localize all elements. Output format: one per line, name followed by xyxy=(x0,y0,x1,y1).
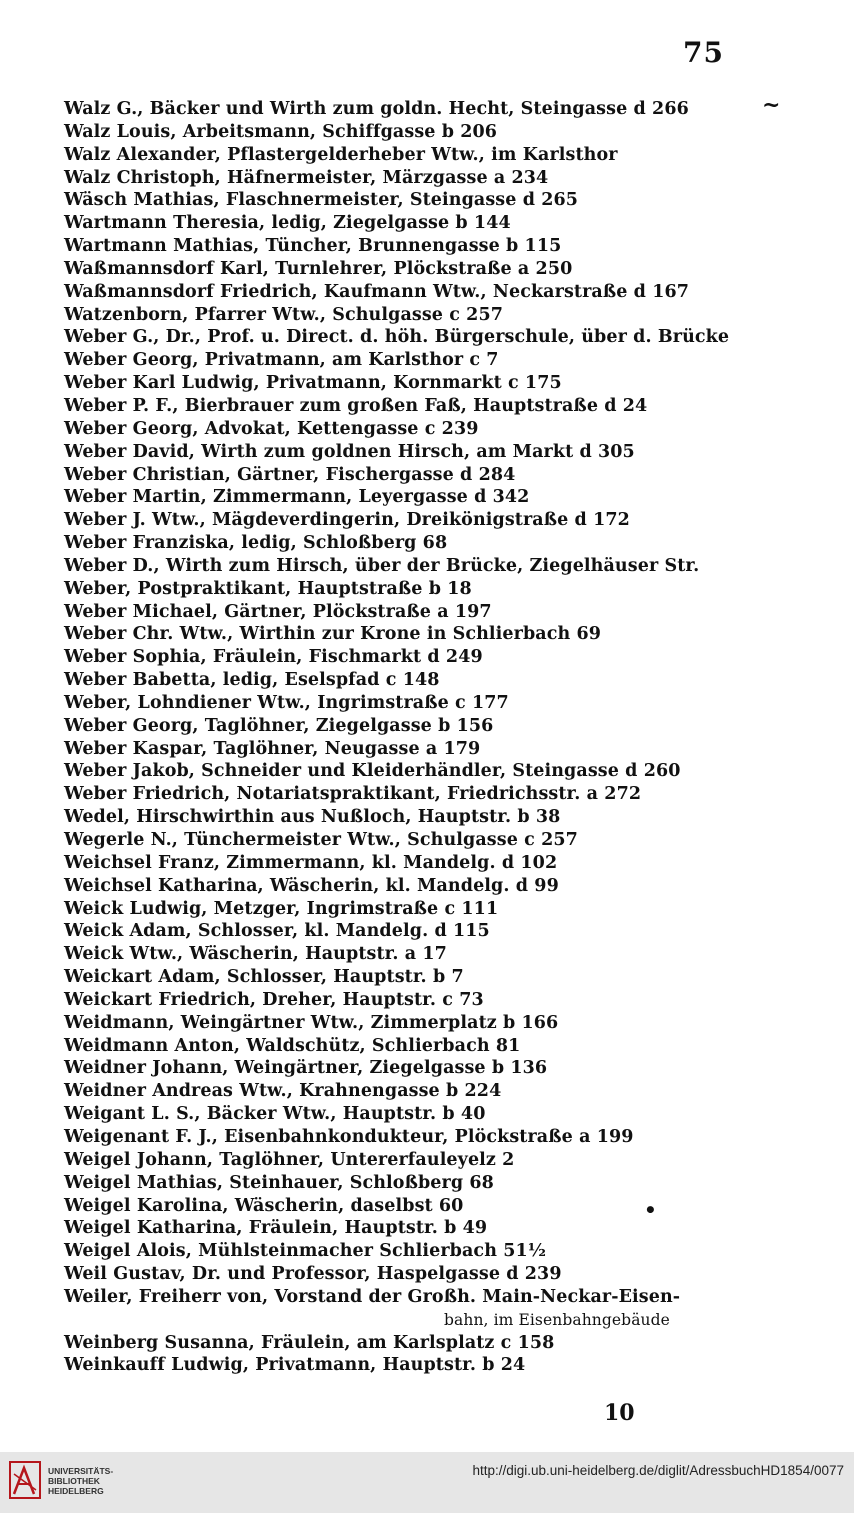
list-item: Weinkauff Ludwig, Privatmann, Hauptstr. b 24 xyxy=(64,1355,526,1376)
list-item: Weber Martin, Zimmermann, Leyergasse d 342 xyxy=(64,487,530,508)
list-item: Waßmannsdorf Karl, Turnlehrer, Plöckstraße a 250 xyxy=(64,258,573,279)
list-item: Weigenant F. J., Eisenbahnkondukteur, Plöckstraße a 199 xyxy=(64,1126,634,1147)
list-item: Weber G., Dr., Prof. u. Direct. d. höh. Bürgerschule, über d. Brücke xyxy=(64,327,730,348)
list-item: Weber Franziska, ledig, Schloßberg 68 xyxy=(64,533,448,554)
list-item: Weichsel Franz, Zimmermann, kl. Mandelg. d 102 xyxy=(64,852,558,873)
list-item: Weber Karl Ludwig, Privatmann, Kornmarkt c 175 xyxy=(64,373,562,394)
list-item: Weil Gustav, Dr. und Professor, Haspelgasse d 239 xyxy=(64,1264,562,1285)
list-item: Waßmannsdorf Friedrich, Kaufmann Wtw., Neckarstraße d 167 xyxy=(64,281,690,302)
source-url-link[interactable]: http://digi.ub.uni-heidelberg.de/diglit/AdressbuchHD1854/0077 xyxy=(472,1463,844,1478)
list-item: Weber Jakob, Schneider und Kleiderhändler, Steingasse d 260 xyxy=(64,761,681,782)
list-item: Weber Babetta, ledig, Eselspfad c 148 xyxy=(64,670,440,691)
list-item: Weber P. F., Bierbrauer zum großen Faß, Hauptstraße d 24 xyxy=(64,395,648,416)
library-name-line: HEIDELBERG xyxy=(48,1486,104,1496)
list-item: Weigel Mathias, Steinhauer, Schloßberg 68 xyxy=(64,1172,494,1193)
list-item: Weidner Andreas Wtw., Krahnengasse b 224 xyxy=(64,1081,502,1102)
list-item: Weber Chr. Wtw., Wirthin zur Krone in Schlierbach 69 xyxy=(64,624,602,645)
list-item: Wartmann Mathias, Tüncher, Brunnengasse b 115 xyxy=(64,236,562,257)
list-item: Weber Christian, Gärtner, Fischergasse d 284 xyxy=(64,464,516,485)
list-item: Weinberg Susanna, Fräulein, am Karlsplatz c 158 xyxy=(64,1332,555,1353)
list-item: Weidmann Anton, Waldschütz, Schlierbach 81 xyxy=(64,1035,521,1056)
list-item: Weick Ludwig, Metzger, Ingrimstraße c 111 xyxy=(64,898,499,919)
margin-dot-mark: • xyxy=(644,1198,657,1222)
library-name-line: UNIVERSITÄTS- xyxy=(48,1466,114,1476)
list-item: Weber Michael, Gärtner, Plöckstraße a 197 xyxy=(64,601,492,622)
list-item: Weidmann, Weingärtner Wtw., Zimmerplatz b 166 xyxy=(64,1012,559,1033)
list-item: Weigant L. S., Bäcker Wtw., Hauptstr. b 40 xyxy=(64,1104,486,1125)
list-item: Weber Sophia, Fräulein, Fischmarkt d 249 xyxy=(64,647,483,668)
list-item: Weber David, Wirth zum goldnen Hirsch, am Markt d 305 xyxy=(64,441,635,462)
list-item: Weigel Katharina, Fräulein, Hauptstr. b 49 xyxy=(64,1218,488,1239)
list-item: Weber Georg, Privatmann, am Karlsthor c 7 xyxy=(64,350,499,371)
list-item: Weber Kaspar, Taglöhner, Neugasse a 179 xyxy=(64,738,481,759)
list-item: Wartmann Theresia, ledig, Ziegelgasse b 144 xyxy=(64,213,511,234)
list-item: Weber Georg, Advokat, Kettengasse c 239 xyxy=(64,418,479,439)
list-item: Weber J. Wtw., Mägdeverdingerin, Dreikönigstraße d 172 xyxy=(64,510,630,531)
list-item: Weickart Adam, Schlosser, Hauptstr. b 7 xyxy=(64,967,464,988)
list-item: Weber Friedrich, Notariatspraktikant, Friedrichsstr. a 272 xyxy=(64,784,642,805)
list-item: Weichsel Katharina, Wäscherin, kl. Mandelg. d 99 xyxy=(64,875,559,896)
list-item: Wäsch Mathias, Flaschnermeister, Steingasse d 265 xyxy=(64,190,579,211)
list-item: Weigel Johann, Taglöhner, Untererfauleyelz 2 xyxy=(64,1149,515,1170)
list-item: Weickart Friedrich, Dreher, Hauptstr. c 73 xyxy=(64,989,484,1010)
list-item: Weick Wtw., Wäscherin, Hauptstr. a 17 xyxy=(64,944,447,965)
list-item: Weick Adam, Schlosser, kl. Mandelg. d 115 xyxy=(64,921,490,942)
list-item: Wedel, Hirschwirthin aus Nußloch, Hauptstr. b 38 xyxy=(64,807,561,828)
library-logo-icon xyxy=(8,1460,42,1500)
list-item: Watzenborn, Pfarrer Wtw., Schulgasse c 257 xyxy=(64,304,503,325)
directory-entries xyxy=(64,98,744,1377)
library-name-line: BIBLIOTHEK xyxy=(48,1476,100,1486)
list-item: Walz G., Bäcker und Wirth zum goldn. Hecht, Steingasse d 266 xyxy=(64,99,689,119)
list-item: Weber, Postpraktikant, Hauptstraße b 18 xyxy=(64,578,472,599)
page-number: 75 xyxy=(683,36,724,69)
footer-bar xyxy=(0,1452,854,1513)
list-item: Weber D., Wirth zum Hirsch, über der Brücke, Ziegelhäuser Str. xyxy=(64,555,700,576)
list-item: Walz Louis, Arbeitsmann, Schiffgasse b 206 xyxy=(64,121,498,142)
list-item: Weiler, Freiherr von, Vorstand der Großh. Main-Neckar-Eisen- xyxy=(64,1286,681,1307)
margin-dash-mark: ~ xyxy=(762,92,781,118)
list-item: Weidner Johann, Weingärtner, Ziegelgasse b 136 xyxy=(64,1058,548,1079)
list-item: Walz Christoph, Häfnermeister, Märzgasse a 234 xyxy=(64,167,549,188)
list-item: Weigel Alois, Mühlsteinmacher Schlierbach 51½ xyxy=(64,1241,547,1262)
list-item: Wegerle N., Tünchermeister Wtw., Schulgasse c 257 xyxy=(64,830,578,850)
list-item: Weber Georg, Taglöhner, Ziegelgasse b 156 xyxy=(64,715,494,736)
signature-mark: 10 xyxy=(604,1400,635,1426)
list-item-continuation: bahn, im Eisenbahngebäude xyxy=(444,1310,670,1329)
library-name xyxy=(48,1466,113,1496)
list-item: Weber, Lohndiener Wtw., Ingrimstraße c 177 xyxy=(64,692,509,713)
list-item: Walz Alexander, Pflastergelderheber Wtw., im Karlsthor xyxy=(64,144,618,165)
list-item: Weigel Karolina, Wäscherin, daselbst 60 xyxy=(64,1195,464,1216)
